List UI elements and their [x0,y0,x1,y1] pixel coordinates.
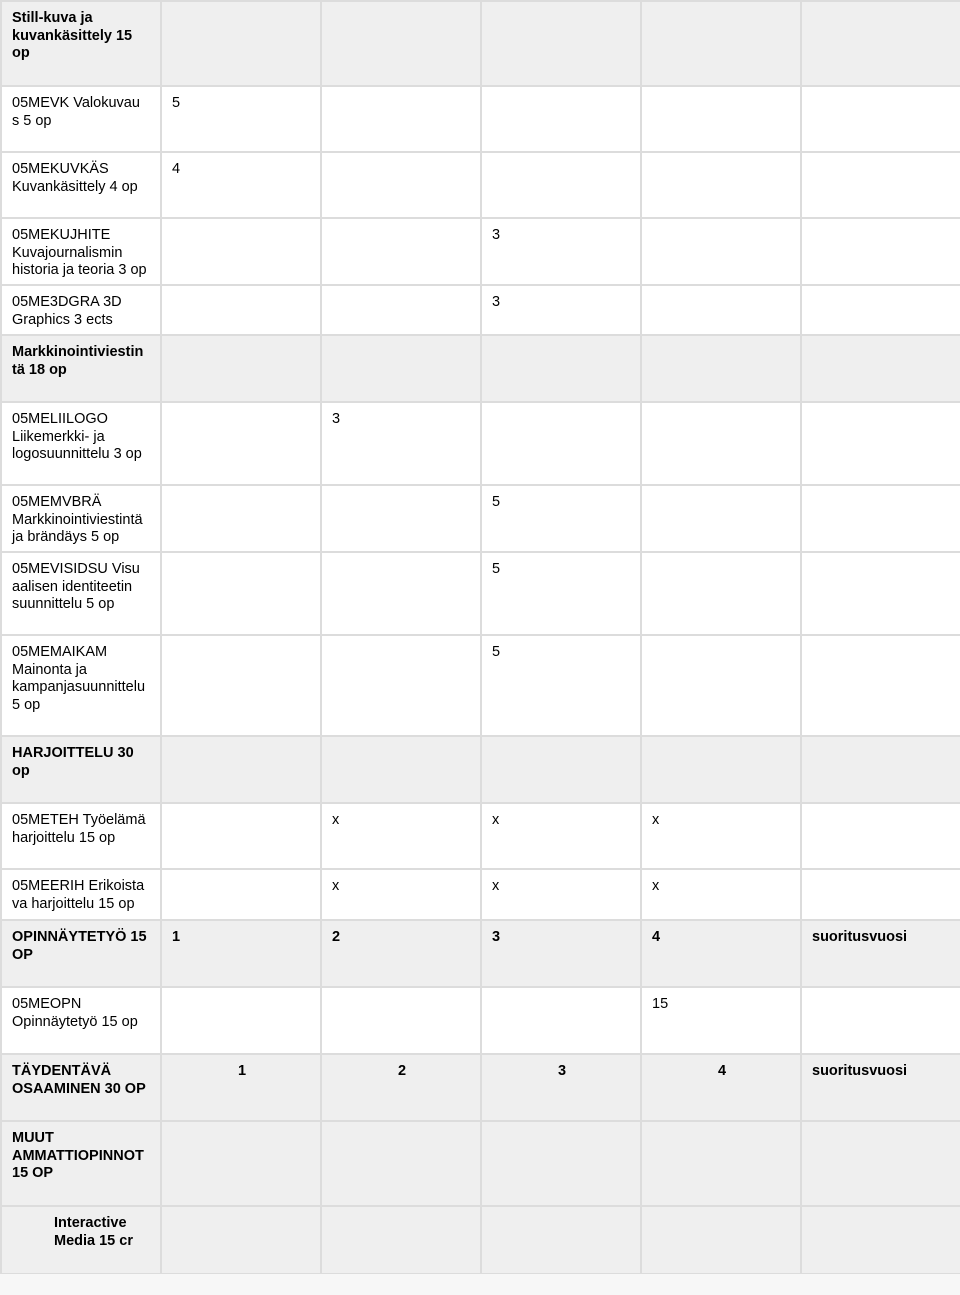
section-label: MUUT AMMATTIOPINNOT 15 OP [1,1121,161,1206]
year-cell [801,736,960,803]
year-cell: 2 [321,1054,481,1121]
credit-cell [321,285,481,335]
credit-cell [481,987,641,1054]
credit-cell [481,152,641,218]
year-cell [481,1206,641,1274]
year-cell [481,736,641,803]
year-cell [161,1121,321,1206]
year-cell: 3 [481,1054,641,1121]
credit-cell [801,402,960,485]
credit-cell [321,152,481,218]
year-cell: 1 [161,920,321,987]
year-cell [481,335,641,402]
course-label: 05MEERIH Erikoista va harjoittelu 15 op [1,869,161,920]
credit-cell [321,987,481,1054]
course-label: 05MEVK Valokuvau s 5 op [1,86,161,152]
credit-cell [321,635,481,736]
credit-cell [801,869,960,920]
credit-cell [321,552,481,635]
year-cell [801,1206,960,1274]
table-row [1,869,960,920]
table-row [1,485,960,552]
table-row [1,1121,960,1206]
table-row [1,86,960,152]
table-row [1,552,960,635]
course-label: 05MEMAIKAM Mainonta ja kampanjasuunnittelu 5 op [1,635,161,736]
year-cell [641,335,801,402]
table-row [1,152,960,218]
course-label: 05MEKUVKÄS Kuvankäsittely 4 op [1,152,161,218]
year-cell [641,736,801,803]
section-label: HARJOITTELU 30 op [1,736,161,803]
year-cell [321,736,481,803]
credit-cell: 5 [161,86,321,152]
year-cell: 3 [481,920,641,987]
credit-cell [161,552,321,635]
year-cell: 4 [641,1054,801,1121]
credit-cell [641,86,801,152]
credit-cell [161,869,321,920]
table-row [1,402,960,485]
table-row [1,635,960,736]
credit-cell: x [641,803,801,869]
table-row [1,803,960,869]
section-label: OPINNÄYTETYÖ 15 OP [1,920,161,987]
credit-cell [801,152,960,218]
credit-cell [801,635,960,736]
year-cell [161,335,321,402]
course-label: 05ME3DGRA 3D Graphics 3 ects [1,285,161,335]
credit-cell: 5 [481,635,641,736]
year-cell [641,1,801,86]
credit-cell [481,402,641,485]
credit-cell [801,86,960,152]
credit-cell [801,285,960,335]
year-cell [321,1121,481,1206]
credit-cell: 15 [641,987,801,1054]
credit-cell [161,485,321,552]
credit-cell: 5 [481,485,641,552]
credit-cell [801,803,960,869]
year-cell [481,1121,641,1206]
year-cell [801,335,960,402]
table-row [1,987,960,1054]
table-row [1,736,960,803]
course-label: 05MEMVBRÄ Markkinointiviestintä ja brändäys 5 op [1,485,161,552]
credit-cell [161,987,321,1054]
year-cell [161,1206,321,1274]
credit-cell [641,152,801,218]
table-row [1,218,960,285]
year-cell [321,335,481,402]
year-cell [161,736,321,803]
credit-cell: 3 [481,218,641,285]
credit-cell [321,86,481,152]
credit-cell: x [481,803,641,869]
credit-cell: x [481,869,641,920]
credit-cell: x [641,869,801,920]
credit-cell [161,402,321,485]
credit-cell [801,485,960,552]
page-bottom-strip [0,1274,960,1295]
credit-cell [161,218,321,285]
credit-cell: 3 [481,285,641,335]
credit-cell [641,552,801,635]
credit-cell [321,485,481,552]
year-cell: suoritusvuosi [801,1054,960,1121]
year-cell: 4 [641,920,801,987]
credit-cell: 5 [481,552,641,635]
year-cell [161,1,321,86]
section-label: Interactive Media 15 cr [1,1206,161,1274]
credit-cell [321,218,481,285]
credit-cell [801,552,960,635]
credit-cell [641,635,801,736]
credit-cell [161,803,321,869]
credit-cell [801,987,960,1054]
credit-cell [641,402,801,485]
credit-cell [481,86,641,152]
year-cell [641,1206,801,1274]
credit-cell: x [321,803,481,869]
year-cell: 1 [161,1054,321,1121]
table-row [1,335,960,402]
credit-cell [641,285,801,335]
table-row [1,920,960,987]
table-row [1,1206,960,1274]
section-label: TÄYDENTÄVÄ OSAAMINEN 30 OP [1,1054,161,1121]
table-row [1,1,960,86]
credit-cell [641,218,801,285]
course-label: 05MEVISIDSU Visu aalisen identiteetin suunnittelu 5 op [1,552,161,635]
credit-cell [641,485,801,552]
year-cell [641,1121,801,1206]
credit-cell: 4 [161,152,321,218]
section-label: Markkinointiviestin tä 18 op [1,335,161,402]
course-label: 05MEOPN Opinnäytetyö 15 op [1,987,161,1054]
course-label: 05METEH Työelämä harjoittelu 15 op [1,803,161,869]
year-cell [321,1206,481,1274]
year-cell [481,1,641,86]
year-cell: suoritusvuosi [801,920,960,987]
credit-cell [801,218,960,285]
section-label: Still-kuva ja kuvankäsittely 15 op [1,1,161,86]
year-cell [321,1,481,86]
year-cell [801,1,960,86]
credit-cell [161,285,321,335]
course-label: 05MELIILOGO Liikemerkki- ja logosuunnittelu 3 op [1,402,161,485]
credit-cell [161,635,321,736]
credit-cell: x [321,869,481,920]
credit-cell: 3 [321,402,481,485]
table-row [1,1054,960,1121]
year-cell: 2 [321,920,481,987]
year-cell [801,1121,960,1206]
course-label: 05MEKUJHITE Kuvajournalismin historia ja teoria 3 op [1,218,161,285]
table-row [1,285,960,335]
